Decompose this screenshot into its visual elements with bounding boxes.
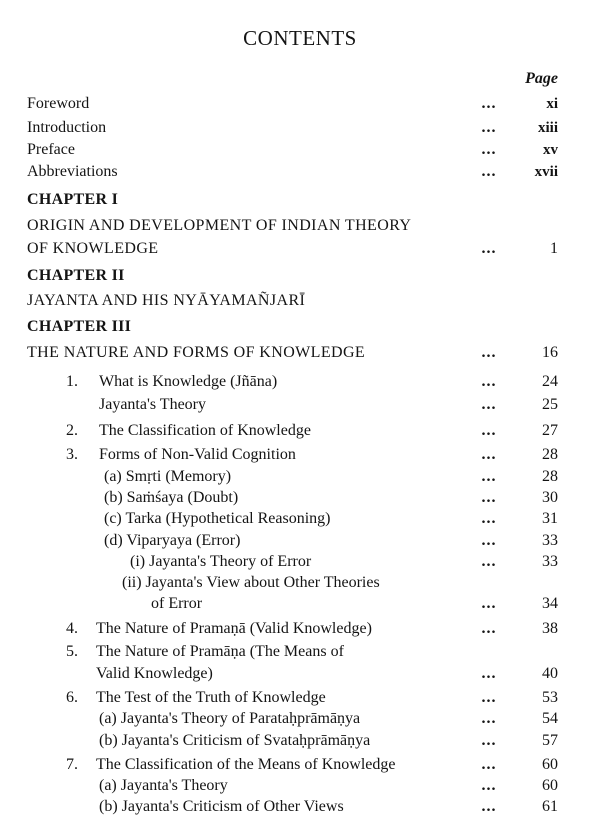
entry-title: CHAPTER III xyxy=(27,318,132,335)
toc-entry xyxy=(0,593,600,615)
entry-title: The Nature of Pramāṇa (The Means of xyxy=(96,643,344,660)
page-number: 1 xyxy=(550,240,558,257)
toc-entry xyxy=(0,663,600,685)
toc-entry xyxy=(0,487,600,509)
entry-number: 7. xyxy=(66,756,78,773)
toc-entry xyxy=(0,394,600,416)
leader-dots: ... xyxy=(481,163,497,180)
entry-title: (c) Tarka (Hypothetical Reasoning) xyxy=(104,510,331,527)
page-number: xv xyxy=(543,142,558,158)
leader-dots: ... xyxy=(481,510,497,527)
page-number: 16 xyxy=(542,344,558,361)
toc-entry xyxy=(0,530,600,552)
toc-entry xyxy=(0,551,600,573)
leader-dots: ... xyxy=(481,532,497,549)
leader-dots: ... xyxy=(481,553,497,570)
entry-number: 2. xyxy=(66,422,78,439)
leader-dots: ... xyxy=(481,396,497,413)
toc-entry xyxy=(0,687,600,709)
page-number: 33 xyxy=(542,532,558,549)
entry-title: THE NATURE AND FORMS OF KNOWLEDGE xyxy=(27,344,366,361)
toc-entry xyxy=(0,117,600,139)
entry-title: What is Knowledge (Jñāna) xyxy=(99,373,278,390)
entry-title: Abbreviations xyxy=(27,163,118,180)
page-number: 24 xyxy=(542,373,558,390)
entry-title: (b) Saṁśaya (Doubt) xyxy=(104,489,239,506)
entry-title: Valid Knowledge) xyxy=(96,665,213,682)
leader-dots: ... xyxy=(481,777,497,794)
entry-title: Foreword xyxy=(27,95,90,112)
toc-entry xyxy=(0,371,600,393)
toc-entry xyxy=(0,572,600,594)
entry-title: of Error xyxy=(151,595,203,612)
page-number: 31 xyxy=(542,510,558,527)
entry-title: (a) Smṛti (Memory) xyxy=(104,468,232,485)
page-number: xvii xyxy=(534,164,558,180)
page-number: xiii xyxy=(537,120,558,136)
toc-entry xyxy=(0,420,600,442)
toc-entry xyxy=(0,265,600,287)
toc-entry xyxy=(0,444,600,466)
leader-dots: ... xyxy=(481,240,497,257)
page-number: 30 xyxy=(542,489,558,506)
page-number: 27 xyxy=(542,422,558,439)
entry-title: CHAPTER I xyxy=(27,191,119,208)
entry-title: (i) Jayanta's Theory of Error xyxy=(130,553,312,570)
toc-entry xyxy=(0,618,600,640)
leader-dots: ... xyxy=(481,141,497,158)
entry-title: ORIGIN AND DEVELOPMENT OF INDIAN THEORY xyxy=(27,217,412,234)
page-number: 28 xyxy=(542,446,558,463)
entry-title: (a) Jayanta's Theory xyxy=(99,777,228,794)
entry-title: (b) Jayanta's Criticism of Svataḥprāmāṇya xyxy=(99,732,371,749)
toc-entry xyxy=(0,238,600,260)
leader-dots: ... xyxy=(481,756,497,773)
toc-entry xyxy=(0,775,600,797)
page-column-heading: Page xyxy=(525,70,558,87)
leader-dots: ... xyxy=(481,344,497,361)
page-number: 40 xyxy=(542,665,558,682)
leader-dots: ... xyxy=(481,422,497,439)
entry-number: 1. xyxy=(66,373,78,390)
page-number: 38 xyxy=(542,620,558,637)
leader-dots: ... xyxy=(481,620,497,637)
page-number: 28 xyxy=(542,468,558,485)
leader-dots: ... xyxy=(481,710,497,727)
page-number: 33 xyxy=(542,553,558,570)
entry-number: 3. xyxy=(66,446,78,463)
leader-dots: ... xyxy=(481,446,497,463)
entry-title: The Test of the Truth of Knowledge xyxy=(96,689,326,706)
contents-title: CONTENTS xyxy=(243,26,357,50)
page-number: 60 xyxy=(542,777,558,794)
entry-title: (d) Viparyaya (Error) xyxy=(104,532,241,549)
entry-number: 6. xyxy=(66,689,78,706)
entry-title: OF KNOWLEDGE xyxy=(27,240,159,257)
entry-number: 5. xyxy=(66,643,78,660)
entry-title: The Classification of Knowledge xyxy=(99,422,311,439)
toc-entry xyxy=(0,161,600,183)
page-number: 61 xyxy=(542,798,558,815)
leader-dots: ... xyxy=(481,95,497,112)
leader-dots: ... xyxy=(481,468,497,485)
toc-entry xyxy=(0,139,600,161)
toc-entry xyxy=(0,93,600,115)
page-number: xi xyxy=(546,96,558,112)
toc-entry xyxy=(0,796,600,818)
leader-dots: ... xyxy=(481,665,497,682)
toc-entry xyxy=(0,708,600,730)
toc-entry xyxy=(0,290,600,312)
leader-dots: ... xyxy=(481,595,497,612)
entry-title: Introduction xyxy=(27,119,107,136)
entry-title: CHAPTER II xyxy=(27,267,125,284)
entry-title: Jayanta's Theory xyxy=(99,396,206,413)
leader-dots: ... xyxy=(481,489,497,506)
entry-number: 4. xyxy=(66,620,78,637)
toc-entry xyxy=(0,508,600,530)
entry-title: Preface xyxy=(27,141,75,158)
toc-entry xyxy=(0,316,600,338)
leader-dots: ... xyxy=(481,732,497,749)
page-number: 34 xyxy=(542,595,558,612)
toc-entry xyxy=(0,466,600,488)
page-number: 25 xyxy=(542,396,558,413)
page-number: 57 xyxy=(542,732,558,749)
toc-entry xyxy=(0,215,600,237)
leader-dots: ... xyxy=(481,798,497,815)
leader-dots: ... xyxy=(481,689,497,706)
entry-title: Forms of Non-Valid Cognition xyxy=(99,446,296,463)
page-number: 54 xyxy=(542,710,558,727)
toc-entry xyxy=(0,342,600,364)
entry-title: The Classification of the Means of Knowledge xyxy=(96,756,396,773)
toc-entry xyxy=(0,754,600,776)
entry-title: (a) Jayanta's Theory of Parataḥprāmāṇya xyxy=(99,710,361,727)
entry-title: (b) Jayanta's Criticism of Other Views xyxy=(99,798,344,815)
leader-dots: ... xyxy=(481,119,497,136)
toc-entry xyxy=(0,189,600,211)
toc-entry xyxy=(0,641,600,663)
toc-entry xyxy=(0,730,600,752)
page-number: 60 xyxy=(542,756,558,773)
leader-dots: ... xyxy=(481,373,497,390)
entry-title: JAYANTA AND HIS NYĀYAMAÑJARĪ xyxy=(27,292,306,309)
page-number: 53 xyxy=(542,689,558,706)
entry-title: (ii) Jayanta's View about Other Theories xyxy=(122,574,380,591)
entry-title: The Nature of Pramaṇā (Valid Knowledge) xyxy=(96,620,372,637)
